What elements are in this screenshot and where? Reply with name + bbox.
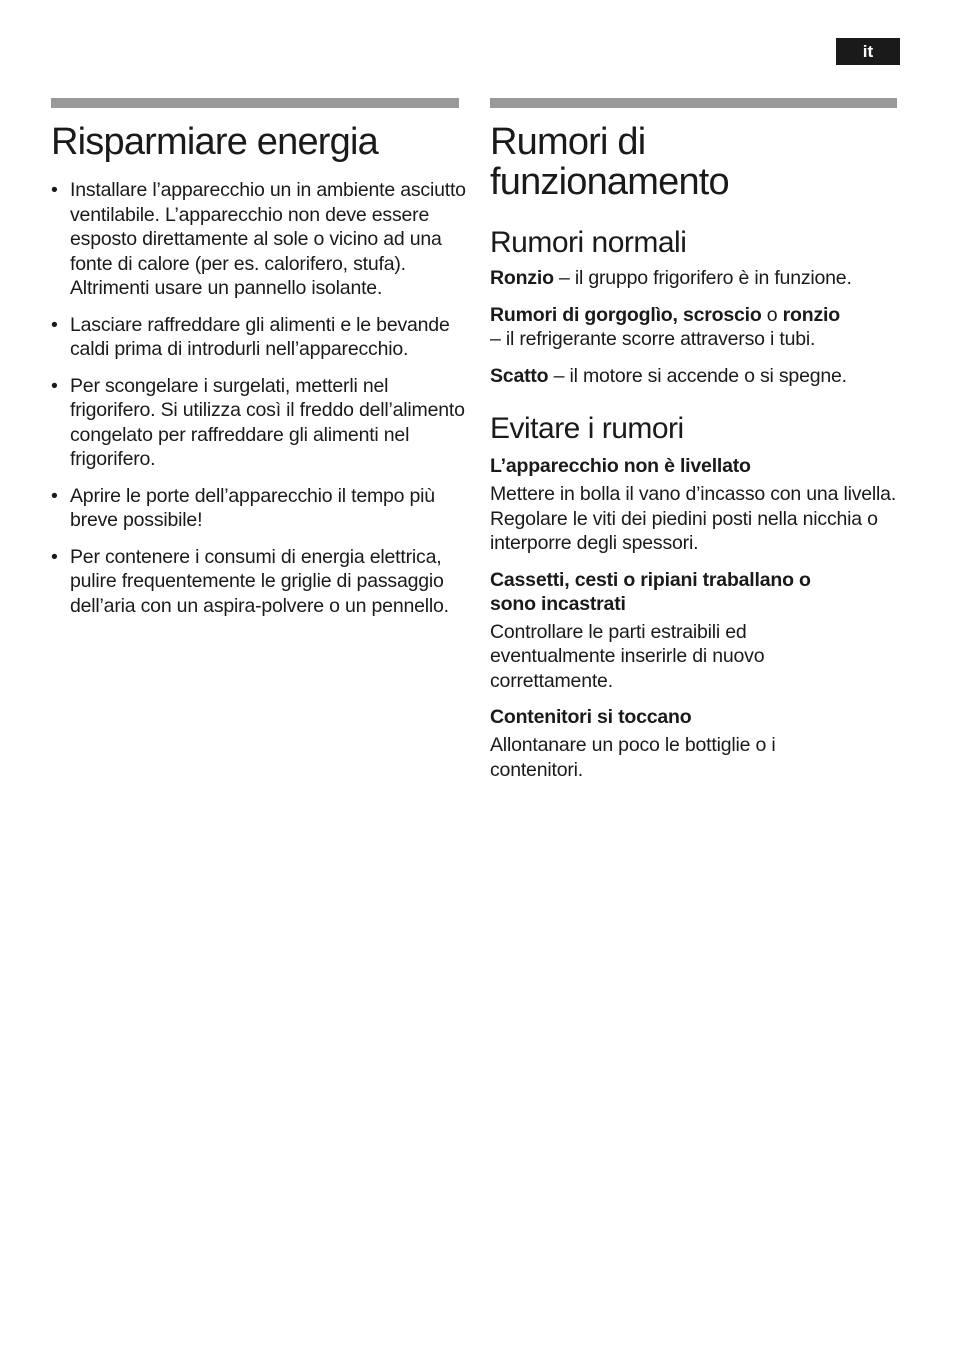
noise-term: Ronzio <box>490 267 554 289</box>
noise-description: – il refrigerante scorre attraverso i tubi. <box>490 328 816 350</box>
operating-noises-section <box>490 98 898 782</box>
avoid-noises-heading: Evitare i rumori <box>490 412 684 445</box>
noise-term: Rumori di gorgoglìo, scroscio <box>490 303 762 326</box>
energy-tips-list <box>51 178 471 618</box>
list-item-text: Installare l’apparecchio un in ambiente asciutto ventilabile. L’apparecchio non deve essere esposto direttamente al sole o vicino ad una fonte di calore (per es. calorifero, stufa). Altrimenti usare un pannello isolante. <box>70 179 466 299</box>
normal-noises-heading: Rumori normali <box>490 226 687 259</box>
list-item <box>51 484 471 533</box>
noise-conjunction: o <box>761 303 783 326</box>
list-item <box>51 545 471 619</box>
problem-remedy: Allontanare un poco le bottiglie o i contenitori. <box>490 734 776 781</box>
bullet-icon: • <box>51 179 58 201</box>
problem-title: L’apparecchio non è livellato <box>490 455 751 477</box>
bullet-icon: • <box>51 484 58 507</box>
noise-entry <box>490 266 898 291</box>
language-tab: it <box>836 38 900 65</box>
noise-entry <box>490 303 898 352</box>
noise-description: – il gruppo frigorifero è in funzione. <box>553 267 852 289</box>
section-title-line: funzionamento <box>490 161 729 203</box>
list-item-text: Aprire le porte dell’apparecchio il tempo più breve possibile! <box>70 484 435 531</box>
noise-term: Scatto <box>490 364 549 387</box>
problem-title: Contenitori si toccano <box>490 706 692 728</box>
noise-entry <box>490 364 898 389</box>
problem-title: Cassetti, cesti o ripiani traballano o sono incastrati <box>490 568 811 615</box>
bullet-icon: • <box>51 545 58 568</box>
section-title-line: Rumori di <box>490 121 646 163</box>
list-item <box>51 313 471 362</box>
noise-term: ronzio <box>782 303 840 326</box>
section-title <box>490 122 898 202</box>
problem-remedy: Mettere in bolla il vano d’incasso con una livella. Regolare le viti dei piedini posti nella nicchia o interporre degli spessori. <box>490 483 897 554</box>
section-rule <box>490 98 897 108</box>
problem-remedy: Controllare le parti estraibili ed eventualmente inserirle di nuovo correttamente. <box>490 620 765 692</box>
list-item <box>51 374 471 472</box>
section-title: Risparmiare energia <box>51 121 378 163</box>
list-item-text: Lasciare raffreddare gli alimenti e le bevande caldi prima di introdurli nell’apparecchio. <box>70 313 450 360</box>
noise-description: – il motore si accende o si spegne. <box>548 364 847 387</box>
bullet-icon: • <box>51 374 58 397</box>
section-rule <box>51 98 459 108</box>
energy-saving-section <box>51 98 471 630</box>
list-item-text: Per scongelare i surgelati, metterli nel frigorifero. Si utilizza così il freddo dell’alimento congelato per raffreddare gli alimenti nel frigorifero. <box>70 374 465 470</box>
bullet-icon: • <box>51 313 58 336</box>
list-item <box>51 178 471 301</box>
list-item-text: Per contenere i consumi di energia elettrica, pulire frequentemente le griglie di passaggio dell’aria con un aspira-polvere o un pennello. <box>70 545 449 617</box>
